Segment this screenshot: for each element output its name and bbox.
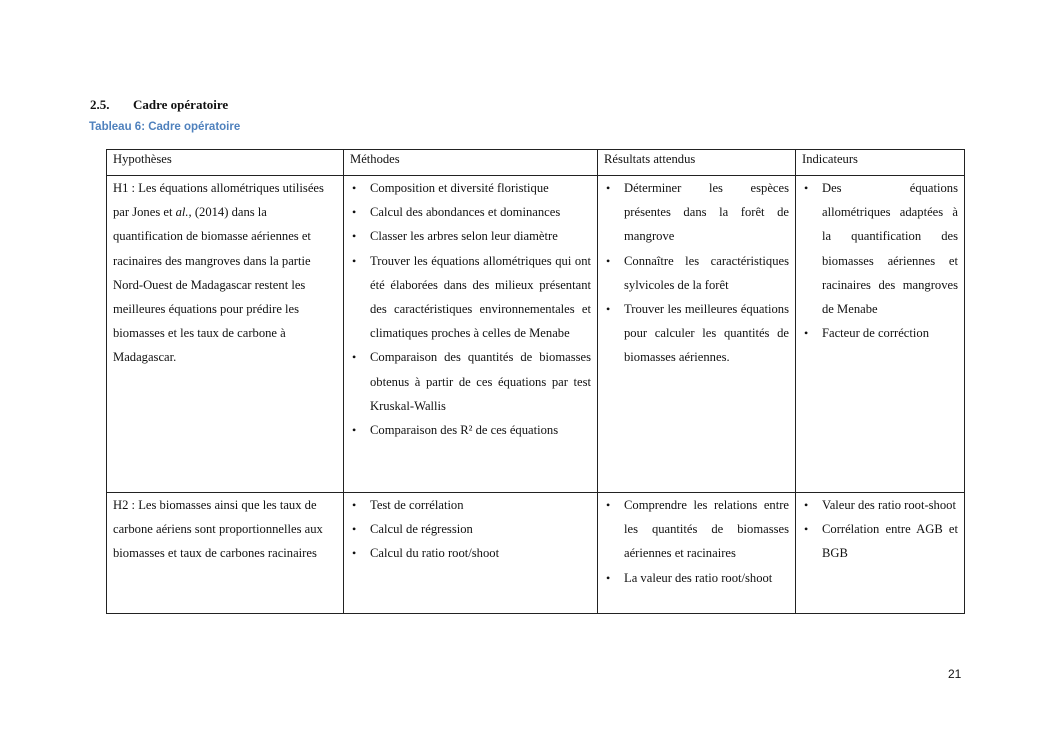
bullet-icon: •: [352, 498, 357, 512]
list-item-text: Test de corrélation: [370, 498, 464, 512]
bullet-icon: •: [352, 522, 357, 537]
results-cell: [598, 493, 796, 614]
section-heading: [90, 97, 228, 113]
list-item-text: Comparaison des R² de ces équations: [370, 423, 559, 438]
list-item: [350, 541, 591, 565]
list-item-text: Des équations allométriques adaptées à la quantification des biomasses aériennes et racinaires des mangroves de Menabe: [822, 181, 958, 317]
table-caption: Tableau 6: Cadre opératoire: [89, 121, 241, 133]
page-number: 21: [948, 667, 962, 681]
list-item-text: Calcul de régression: [370, 522, 473, 537]
list-item: [604, 566, 789, 590]
list-item: [350, 345, 591, 418]
bullet-icon: •: [352, 229, 357, 244]
bullet-icon: •: [804, 522, 809, 537]
methods-cell: [344, 176, 598, 493]
operational-framework-table: [106, 149, 965, 614]
list-item-text: Comparaison des quantités de biomasses obtenus à partir de ces équations par test Kruskal-Wallis: [370, 350, 591, 413]
list-item: [802, 321, 958, 345]
methods-cell: [344, 493, 598, 614]
list-item: [604, 176, 789, 249]
bullet-icon: •: [804, 326, 809, 341]
list-item: [350, 176, 591, 200]
list-item-text: Trouver les équations allométriques qui ont été élaborées dans des milieux présentant des caractéristiques environnementales et climatiques proches à celles de Menabe: [370, 253, 591, 341]
list-item: [802, 517, 958, 565]
hypothesis-italic: al.,: [175, 205, 192, 220]
list-item: [350, 517, 591, 541]
hypothesis-cell: [107, 493, 344, 614]
list-item: [604, 249, 789, 297]
list-item-text: Calcul des abondances et dominances: [370, 205, 561, 220]
bullet-icon: •: [352, 350, 357, 365]
list-item-text: Facteur de corréction: [822, 326, 929, 341]
table-row: [107, 493, 965, 614]
hypothesis-text: H1 : Les équations allométriques utilisées par Jones et: [113, 181, 324, 220]
bullet-icon: •: [606, 302, 611, 317]
list-item: [604, 493, 789, 566]
bullet-icon: •: [606, 253, 611, 268]
list-item: [350, 493, 591, 517]
list-item-text: La valeur des ratio root/shoot: [624, 570, 773, 585]
list-item: [802, 176, 958, 321]
list-item-text: Connaître les caractéristiques sylvicoles de la forêt: [624, 253, 789, 292]
list-item: [350, 224, 591, 248]
results-cell: [598, 176, 796, 493]
list-item-text: Comprendre les relations entre les quantités de biomasses aériennes et racinaires: [624, 498, 789, 561]
list-item: [350, 418, 591, 442]
header-hypotheses: Hypothèses: [107, 150, 344, 176]
bullet-icon: •: [804, 498, 809, 512]
list-item-text: Corrélation entre AGB et BGB: [822, 522, 958, 561]
list-item-text: Composition et diversité floristique: [370, 181, 549, 195]
list-item: [802, 493, 958, 517]
bullet-icon: •: [804, 181, 809, 195]
list-item-text: Trouver les meilleures équations pour calculer les quantités de biomasses aériennes.: [624, 302, 789, 365]
hypothesis-text: H2 : Les biomasses ainsi que les taux de carbone aériens sont proportionnelles aux biomasses et taux de carbones racinaires: [113, 498, 323, 561]
bullet-icon: •: [606, 570, 611, 585]
bullet-icon: •: [352, 181, 357, 195]
table-header-row: [107, 150, 965, 176]
indicators-cell: [796, 176, 965, 493]
hypothesis-text-cont: (2014) dans la quantification de biomasse aériennes et racinaires des mangroves dans la partie Nord-Ouest de Madagascar restent les meilleures équations pour prédire les biomasses et les taux de carbone à Madagascar.: [113, 205, 311, 365]
bullet-icon: •: [606, 498, 611, 512]
hypothesis-cell: [107, 176, 344, 493]
list-item-text: Calcul du ratio root/shoot: [370, 546, 500, 561]
header-indicators: Indicateurs: [796, 150, 965, 176]
list-item: [350, 200, 591, 224]
list-item-text: Valeur des ratio root-shoot: [822, 498, 956, 512]
header-expected-results: Résultats attendus: [598, 150, 796, 176]
bullet-icon: •: [352, 253, 357, 268]
list-item: [604, 297, 789, 370]
list-item-text: Classer les arbres selon leur diamètre: [370, 229, 558, 244]
table-row: [107, 176, 965, 493]
header-methods: Méthodes: [344, 150, 598, 176]
section-title: Cadre opératoire: [133, 97, 229, 112]
list-item: [350, 249, 591, 346]
section-number: 2.5.: [90, 97, 110, 112]
bullet-icon: •: [606, 181, 611, 195]
bullet-icon: •: [352, 423, 357, 438]
bullet-icon: •: [352, 546, 357, 561]
bullet-icon: •: [352, 205, 357, 220]
list-item-text: Déterminer les espèces présentes dans la forêt de mangrove: [624, 181, 789, 244]
indicators-cell: [796, 493, 965, 614]
